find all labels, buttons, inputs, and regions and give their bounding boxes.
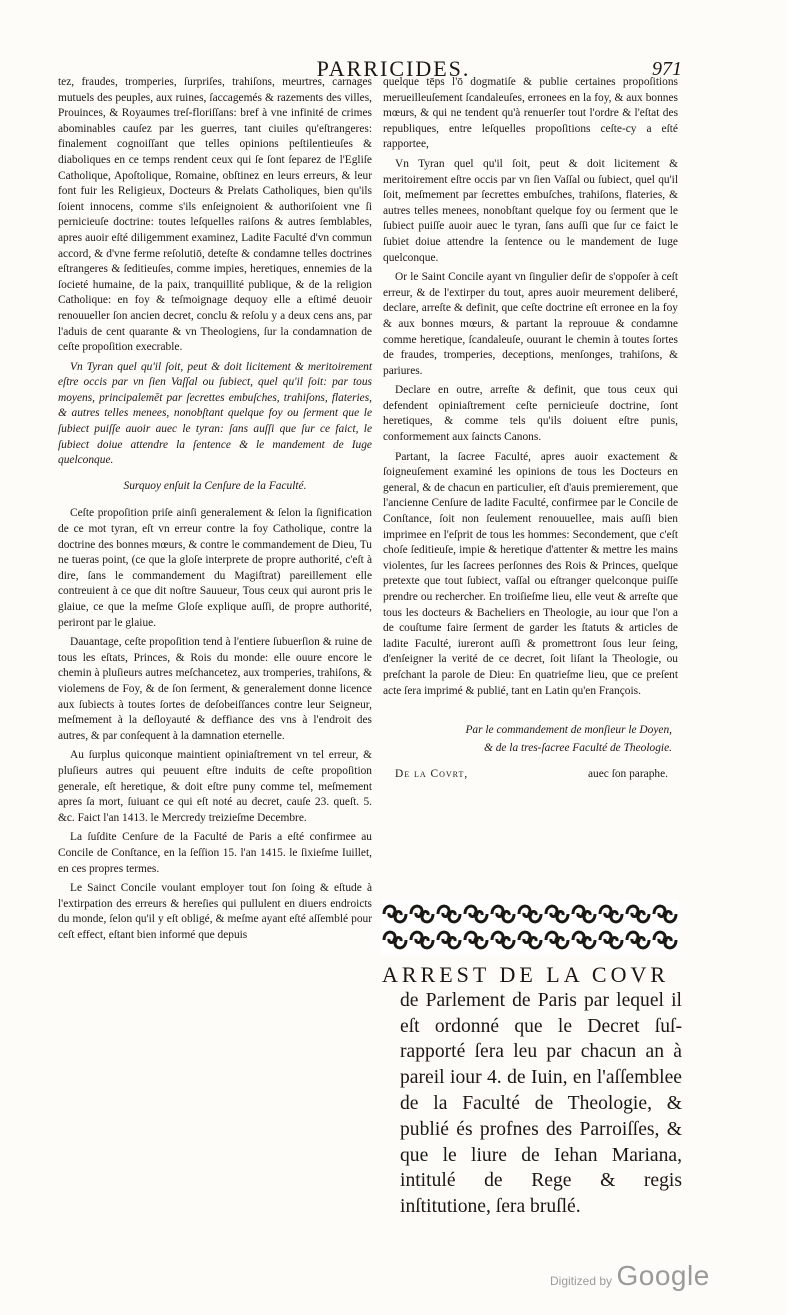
left-paragraph-5: Au ſurplus quiconque maintient opiniaſtrement vn tel erreur, & pluſieurs autres qui peuuent eſtre induits de ceſte propoſition generale, eſt heretique, & doit eſtre puny comme tel, meſmement apres ſa mort, ſuiuant ce qui eſt noté au decret, cauſe 23. queſt. 5. &c. Faict l'an 1413. le Mercredy treizieſme Decembre. <box>58 749 372 824</box>
fleuron-dot <box>393 912 398 917</box>
arrest-heading: ARREST DE LA COVR <box>382 962 670 987</box>
fleuron-dot <box>636 912 641 917</box>
arrest-text: de Parlement de Paris par lequel il eſt ordonné que le Decret ſuſ-rapporté ſera leu par chacun an à pareil iour 4. de Iuin, en l'aſſemblee de la Faculté de Theologie, & publié és profnes des Parroiſſes, & que le liure de Iehan Mariana, intitulé de Rege & regis inſtitutione, ſera bruſlé. <box>400 989 682 1218</box>
right-paragraph-5: Partant, la ſacree Faculté, apres auoir exactement & ſoigneuſement examiné les opinions de tous les Docteurs en general, & de chacun en particulier, eſt d'auis premierement, que l'ancienne Cenſure de ladite Faculté, confirmee par le Concile de Conſtance, ſoit non ſeulement renouuellee, mais auſſi bien imprimee en l'eſprit de tous les hommes: Secondement, que c'eſt choſe ſeditieuſe, impie & heretique d'attenter & mettre les mains violentes, ſur les ſacrees perſonnes des Rois & Princes, quelque pretexte que tout ſubiect, vaſſal ou eſtranger quelconque puiſſe prendre ou rechercher. En troiſieſme lieu, elle veut & arreſte que tous les docteurs & Bacheliers en Theologie, au iour que l'on a de couſtume faire ſerment de garder les ſtatuts & articles de ladite Faculté, iureront auſſi & promettront ſous leur ſeing, d'enſeigner la verité de ce decret, ſoit liſant la Theologie, ou preſchant la parole de Dieu: En quatrieſme lieu, que ce preſent acte ſera imprimé & publié, tant en Latin qu'en François. <box>383 450 678 697</box>
left-column <box>58 75 372 947</box>
fleuron-dot <box>663 938 668 943</box>
fleuron-dot <box>501 938 506 943</box>
left-paragraph-6: La ſuſdite Cenſure de la Faculté de Paris a eſté confirmee au Concile de Conſtance, en la ſeſſion 15. l'an 1415. le ſixieſme Iuillet, en ces propres termes. <box>58 831 372 875</box>
running-title: PARRICIDES. <box>316 56 471 81</box>
signature-block <box>383 721 672 757</box>
arrest-block <box>382 962 682 1220</box>
left-paragraph-1: tez, fraudes, tromperies, ſurpriſes, trahiſons, meurtres, carnages mutuels des peuples, aux ruines, ſaccagemés & razements des villes, Prouinces, & Royaumes treſ-floriſſans: bref à vne infinité de crimes abominables cauſez par les guerres, tant ciuiles qu'eſtrangeres: finalement cognoiſſant que telles opinions peſtilentieuſes & diaboliques en ce temps rendent ceux qui ſe ſont ſeparez de l'Egliſe Catholique, Apoſtolique, Romaine, obſtinez en leurs erreurs, & leur font fuir les Religieux, Docteurs & Prelats Catholiques, bien qu'ils ſoient innocens, comme s'ils enſeignoient & authoriſoient vne ſi pernicieuſe doctrine: toutes leſquelles raiſons & autres ſemblables, apres auoir eſté diligemment examinez, Ladite Faculté d'vn commun accord, & d'vne ferme reſolutiō, deteſte & condamne telles doctrines eſtrangeres & ſeditieuſes, comme impies, heretiques, ennemies de la ſocieté humaine, de la paix, tranquillité publique, & de la religion Catholique: en foy & teſmoignage dequoy elle a eſtimé deuoir renouueller ſon ancien decret, conclu & reſolu y a deux cens ans, par l'aduis de cent quarante & vn Theologiens, ſur la condamnation de ceſte propoſition execrable. <box>58 76 372 354</box>
fleuron-dot <box>393 938 398 943</box>
fleuron-dot <box>474 912 479 917</box>
fleuron-dot <box>474 938 479 943</box>
court-signature: De la Covrt, <box>395 768 469 781</box>
google-logo: Google <box>616 1260 710 1291</box>
left-paragraph-4: Dauantage, ceſte propoſition tend à l'entiere ſubuerſion & ruine de tous les eſtats, Princes, & Rois du monde: elle ouure encore le chemin à pluſieurs autres meſchancetez, aux tromperies, trahiſons, & violemens de Foy, & de ſon ſerment, & generalement donne licence aux ſubiects à toutes ſortes de deſobeiſſances contre leur Seigneur, meſmement à la deſloyauté & deffiance des vns à l'endroit des autres, & par conſequent à la damnation eternelle. <box>58 636 372 742</box>
fleuron-dot <box>582 938 587 943</box>
fleuron-dot <box>609 938 614 943</box>
tyrant-proposition: Vn Tyran quel qu'il ſoit, peut & doit licitement & meritoirement eſtre occis par vn ſien Vaſſal ou ſubiect, quel qu'il ſoit: par tous moyens, principalemēt par ſecrettes embuſches, trahiſons, flateries, & autres telles menees, nonobſtant quelque foy ou ſerment que le ſubiect puiſſe auoir auec le tyran: ſans auſſi que ſur ce faict, le ſubiect doiue attendre la ſentence & le mandement de Iuge quelconque. <box>58 360 372 467</box>
right-paragraph-2: Vn Tyran quel qu'il ſoit, peut & doit licitement & meritoirement eſtre occis par vn ſien Vaſſal ou ſubiect, quel qu'il ſoit, meſmement par ſecrettes embuſches, trahiſons, flateries, & autres telles menees, nonobſtant quelque foy ou ſerment que le ſubiect puiſſe auoir auec le tyran, ſans auſſi que ſur ce faict le ſubiet doiue attendre la ſentence ou le mandement de Iuge quelconque. <box>383 157 678 264</box>
fleuron-dot <box>555 912 560 917</box>
page-number: 971 <box>652 58 682 80</box>
right-paragraph-4: Declare en outre, arreſte & definit, que tous ceux qui defendent opiniaſtrement ceſte pernicieuſe doctrine, ſont heretiques, & comme tels qu'ils doiuent eſtre punis, conformement aux ſaincts Canons. <box>383 384 678 444</box>
fleuron-dot <box>447 938 452 943</box>
fleuron-dot <box>582 912 587 917</box>
censure-heading: Surquoy enſuit la Cenſure de la Faculté. <box>123 479 307 492</box>
right-column <box>383 75 678 783</box>
fleuron-dot <box>447 912 452 917</box>
fleuron-dot <box>501 912 506 917</box>
fleuron-dot <box>528 912 533 917</box>
fleuron-dot <box>609 912 614 917</box>
fleuron-dot <box>636 938 641 943</box>
fleuron-dot <box>420 912 425 917</box>
fleuron-ornament-band <box>381 900 679 954</box>
fleuron-dot <box>663 912 668 917</box>
fleuron-dot <box>420 938 425 943</box>
fleuron-dot <box>555 938 560 943</box>
right-paragraph-1: quelque tēps l'ō dogmatiſe & publie certaines propoſitions merueilleuſement ſcandaleuſes, erronees en la foy, & aux bonnes mœurs, & qui ne tendent qu'à renuerſer tout l'ordre & l'eſtat des republiques, entre leſquelles propoſitions ceſte-cy a eſté rapportee, <box>383 76 678 151</box>
fleuron-dot <box>528 938 533 943</box>
digitized-by-text: Digitized by <box>550 1274 613 1288</box>
right-paragraph-3: Or le Saint Concile ayant vn ſingulier deſir de s'oppoſer à ceſt erreur, & de l'extirper du tout, apres auoir meurement deliberé, declare, arreſte & definit, que ceſte doctrine eſt erronee en la foy & aux bonnes mœurs, & partant la reprouue & condamne comme heretique, ſcandaleuſe, ouurant le chemin à toutes ſortes de fraudes, tromperies, deceptions, menſonges, trahiſons, & pariures. <box>383 271 678 377</box>
signature-line-1: Par le commandement de monſieur le Doyen, <box>465 724 672 737</box>
left-paragraph-7: Le Sainct Concile voulant employer tout ſon ſoing & eſtude à l'extirpation des erreurs & hereſies qui pullulent en diuers endroicts du monde, ſelon qu'il y eſt obligé, & meſme ayant eſté aſſemblé pour ceſt effect, eſtant bien informé que depuis <box>58 882 372 941</box>
signature-line-2: & de la tres-ſacree Faculté de Theologie. <box>484 742 672 755</box>
court-line <box>395 767 668 783</box>
google-watermark <box>550 1260 710 1292</box>
left-paragraph-3: Ceſte propoſition priſe ainſi generalement & ſelon la ſignification de ce mot tyran, eſt vn erreur contre la foy Catholique, contre la doctrine des bonnes mœurs, & contre le commandement de Dieu, Tu ne tueras point, (ce que la gloſe interprete de propre authorité, c'eſt à dire, ſans le commandement du Magiſtrat) pareillement elle contreuient à ce que dit noſtre Sauueur, Tous ceux qui auront pris le glaiue, ce que la meſme Gloſe explique auſſi, de propre authorité, periront par le glaiue. <box>58 507 372 629</box>
paraphe-note: auec ſon paraphe. <box>587 768 668 781</box>
